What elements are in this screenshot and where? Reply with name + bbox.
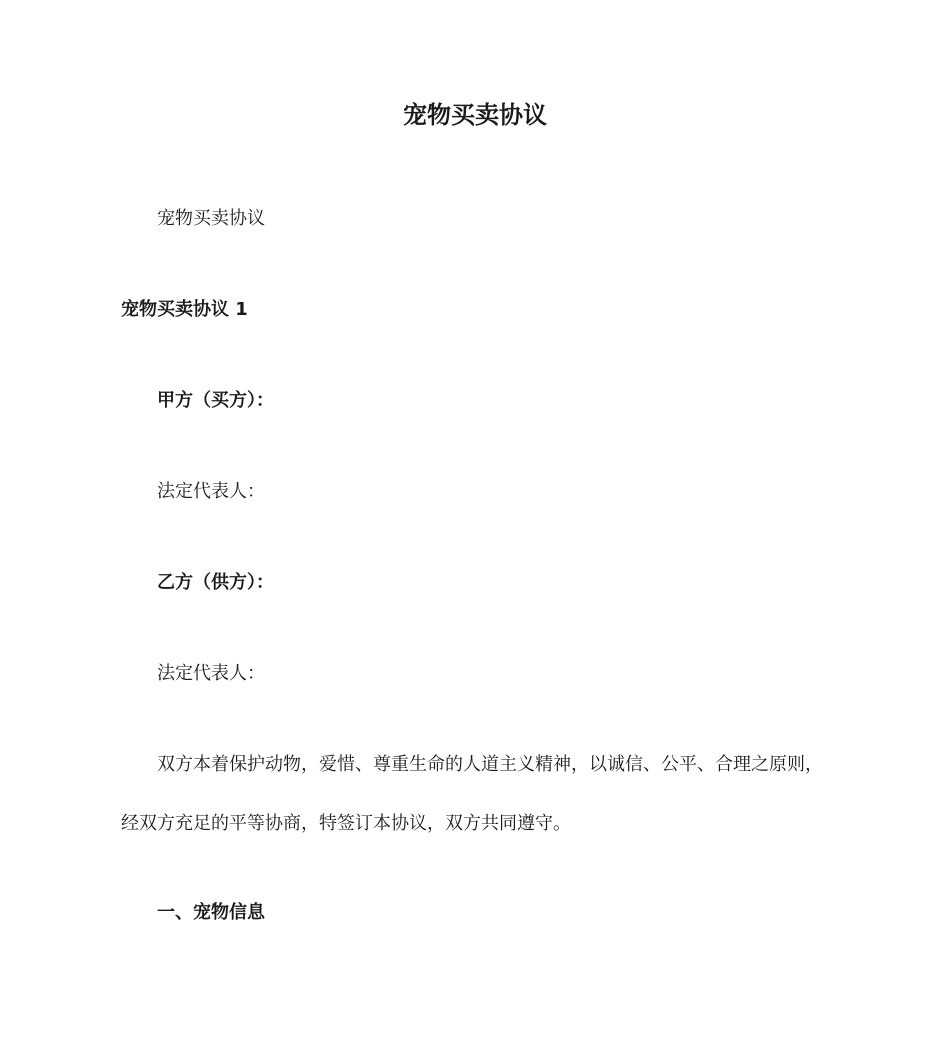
document-title: 宠物买卖协议: [403, 101, 547, 129]
document-subtitle: 宠物买卖协议: [157, 208, 265, 229]
party-b-representative: 法定代表人：: [157, 663, 265, 684]
preamble-line-2: 经双方充足的平等协商，特签订本协议，双方共同遵守。: [121, 813, 571, 834]
section-heading: 宠物买卖协议 1: [121, 299, 248, 320]
party-a-label: 甲方（买方）：: [157, 390, 274, 411]
party-a-representative: 法定代表人：: [157, 481, 265, 502]
party-b-label: 乙方（供方）：: [157, 572, 274, 593]
preamble-line-1: 双方本着保护动物，爱惜、尊重生命的人道主义精神，以诚信、公平、合理之原则，: [157, 754, 823, 775]
clause-1-heading: 一、宠物信息: [157, 902, 265, 923]
